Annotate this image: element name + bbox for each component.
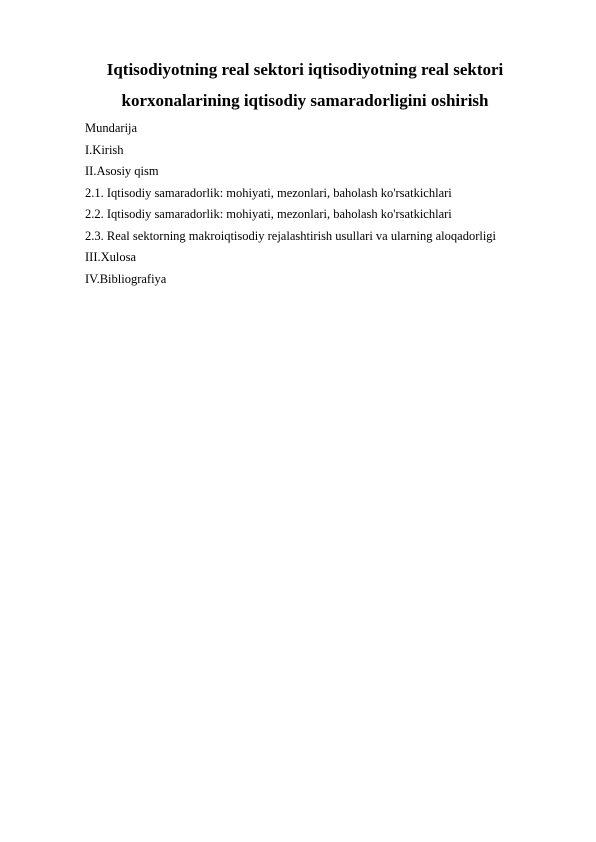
toc-item-main-part: II.Asosiy qism [85,164,159,178]
toc-item-2-1: 2.1. Iqtisodiy samaradorlik: mohiyati, mezonlari, baholash ko'rsatkichlari [85,185,452,200]
table-of-contents [85,118,496,290]
toc-item-2-3: 2.3. Real sektorning makroiqtisodiy rejalashtirish usullari va ularning aloqadorligi [85,228,497,243]
document-title [70,54,540,116]
toc-item-bibliography: IV.Bibliografiya [85,271,167,286]
title-line-1: Iqtisodiyotning real sektori iqtisodiyotning real sektori [106,60,504,79]
toc-item-conclusion: III.Xulosa [85,250,137,264]
contents-heading: Mundarija [85,121,138,135]
title-line-2: korxonalarining iqtisodiy samaradorligini oshirish [121,91,489,110]
toc-item-introduction: I.Kirish [85,142,124,157]
toc-item-2-2: 2.2. Iqtisodiy samaradorlik: mohiyati, mezonlari, baholash ko'rsatkichlari [85,207,452,221]
